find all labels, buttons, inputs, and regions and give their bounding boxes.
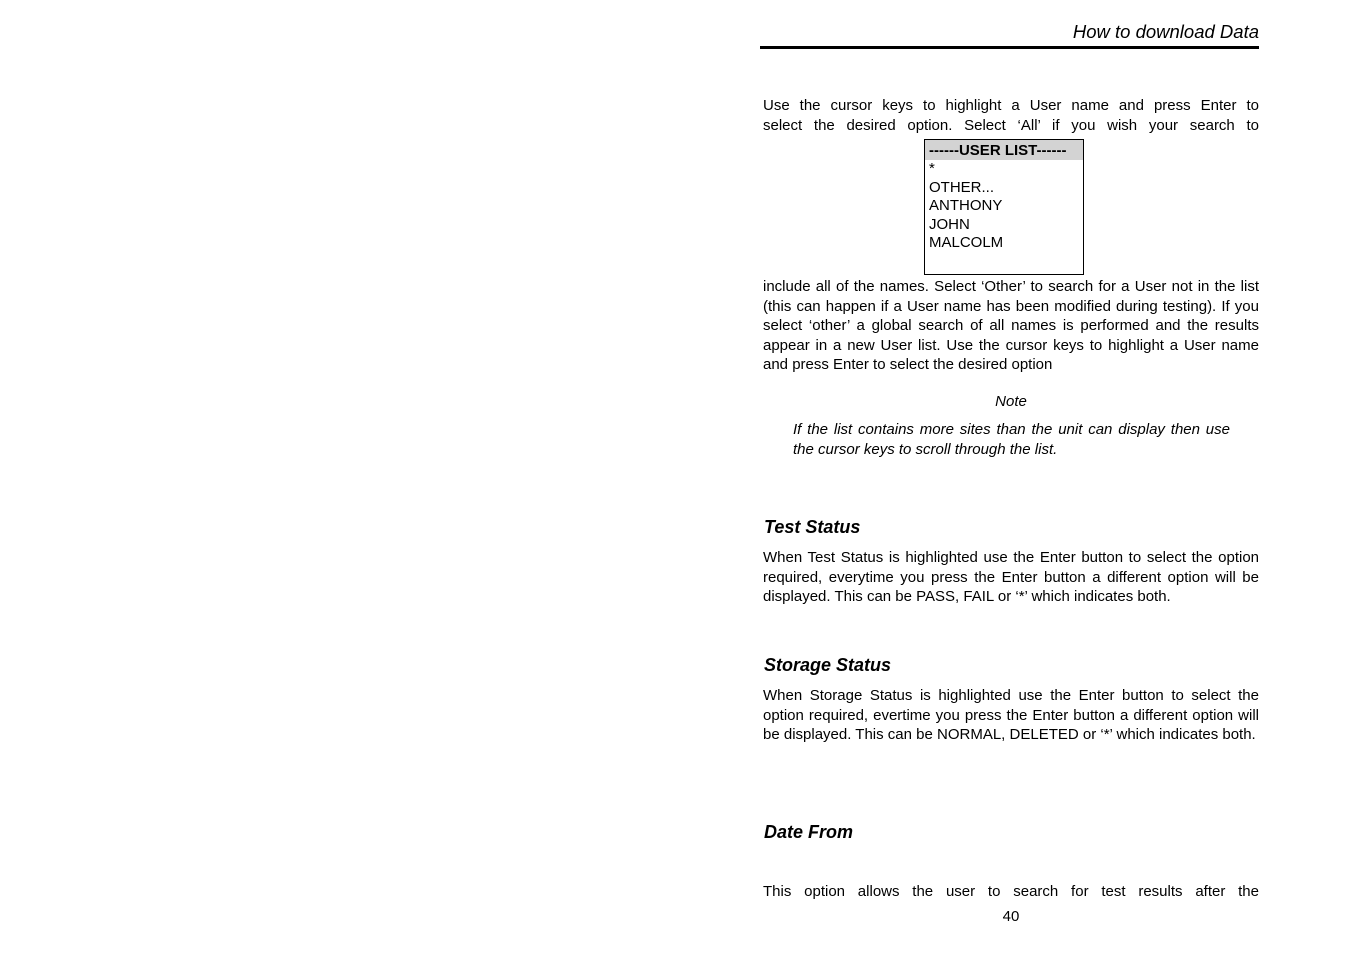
user-list-item-anthony: ANTHONY	[929, 197, 1003, 214]
user-list-header: ------USER LIST------	[925, 140, 1083, 160]
note-body: If the list contains more sites than the unit can display then use the cursor keys to scroll through the list.	[793, 421, 1230, 458]
intro-line: Use the cursor keys to highlight a User name and press Enter to	[763, 97, 1259, 114]
page-number: 40	[1002, 908, 1020, 925]
date-from-line: This option allows the user to search for test results after the	[763, 883, 1259, 900]
test-status-heading: Test Status	[764, 517, 861, 537]
intro-paragraph	[763, 96, 1259, 135]
running-header-title: How to download Data	[1072, 21, 1259, 42]
user-list-item-john: JOHN	[929, 215, 970, 233]
user-list-item-all: *	[929, 160, 935, 177]
storage-status-heading: Storage Status	[764, 655, 892, 675]
running-header	[760, 21, 1259, 49]
user-list-display	[924, 139, 1084, 275]
continuation-paragraph: include all of the names. Select ‘Other’ to search for a User not in the list (this can happen if a User name has been modified during testing). If you select ‘other’ a global search of all names is performed and the results appear in a new User list. Use the cursor keys to highlight a User name and press Enter to select the desired option	[763, 278, 1259, 373]
storage-status-paragraph: When Storage Status is highlighted use the Enter button to select the option required, evertime you press the Enter button a different option will be displayed. This can be NORMAL, DELETED or ‘*’ which indicates both.	[763, 687, 1259, 743]
user-list-item-malcolm: MALCOLM	[929, 234, 1004, 251]
date-from-heading: Date From	[764, 822, 854, 842]
test-status-paragraph: When Test Status is highlighted use the Enter button to select the option required, everytime you press the Enter button a different option will be displayed. This can be PASS, FAIL or ‘*’ which indicates both.	[763, 549, 1259, 605]
note-title: Note	[995, 393, 1027, 410]
manual-page	[763, 0, 1259, 954]
user-list-item-other: OTHER...	[929, 178, 995, 196]
intro-line: select the desired option. Select ‘All’ if you wish your search to	[763, 116, 1259, 134]
date-from-paragraph	[763, 882, 1259, 902]
